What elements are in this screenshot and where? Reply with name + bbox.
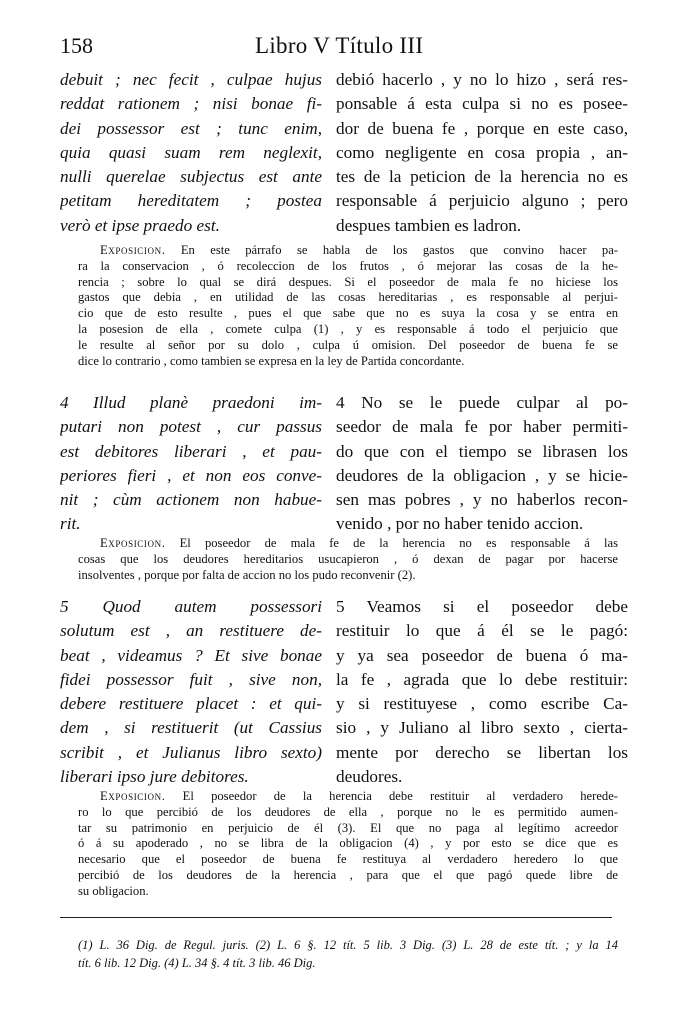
spanish-line: y si restituyese , como escribe Ca-: [336, 694, 628, 714]
exposicion-line: tar su patrimonio en perjuicio de él (3). El que no paga al legítimo acreedor: [78, 820, 618, 835]
latin-line: quia quasi suam rem neglexit,: [60, 142, 322, 162]
latin-line: putari non potest , cur passus: [60, 417, 322, 437]
latin-line: debuit ; nec fecit , culpae hujus: [60, 70, 322, 89]
latin-column: [60, 595, 322, 789]
spanish-line: responsable á perjuicio alguno ; pero: [336, 191, 628, 211]
exposicion-line: dice lo contrario , como tambien se expresa en la ley de Partida concordante.: [78, 353, 465, 368]
latin-line: petitam hereditatem ; postea: [60, 191, 322, 211]
spanish-column: [336, 595, 628, 789]
exposicion-line: insolventes , porque por falta de accion no los pudo reconvenir (2).: [78, 567, 416, 582]
latin-line: debere restituere placet : et qui-: [60, 694, 322, 714]
latin-line: dei possessor est ; tunc enim,: [60, 118, 322, 138]
latin-line: solutum est , an restituere de-: [60, 621, 322, 641]
exposicion-1: [78, 243, 618, 369]
latin-line: rit.: [60, 514, 81, 534]
exposicion-line: cio que de esto resulte , pues el que sabe que no es suya la cosa y se entra en: [78, 306, 618, 321]
spanish-line: sio , y Juliano al libro sexto , cierta-: [336, 718, 628, 738]
latin-line: periores fieri , et non eos conve-: [60, 465, 322, 485]
exposicion-text: El poseedor de mala fe de la herencia no es responsable á las: [179, 536, 618, 550]
latin-line: dem , si restituerit (ut Cassius: [60, 718, 322, 738]
exposicion-line: ra la conservacion , ó recoleccion de los frutos , ó mejorar las cosas de la he-: [78, 258, 618, 273]
exposicion-line: necesario que el poseedor de buena fe restituya al verdadero heredero lo que: [78, 852, 618, 867]
page-header: [60, 33, 620, 63]
spanish-line: debió hacerlo , y no lo hizo , será res-: [336, 70, 628, 89]
latin-line: beat , videamus ? Et sive bonae: [60, 645, 322, 665]
spanish-line: deudores.: [336, 767, 403, 787]
spanish-line: deudores de la obligacion , y se hicie-: [336, 465, 628, 485]
spanish-line: do que con el tiempo se librasen los: [336, 441, 628, 461]
exposicion-label: Exposicion.: [100, 243, 166, 257]
exposicion-line: rencia ; sobre lo qual se dirá despues. Si el poseedor de mala fe no hiciese los: [78, 274, 618, 289]
spanish-line: venido , por no haber tenido accion.: [336, 514, 584, 534]
latin-line: est debitores liberari , et pau-: [60, 441, 322, 461]
exposicion-3: [78, 789, 618, 900]
latin-line: 4 Illud planè praedoni im-: [60, 393, 322, 412]
footnotes: [78, 936, 618, 972]
spanish-line: dor de buena fe , porque en este caso,: [336, 118, 628, 138]
exposicion-line: la posesion de ella , comete culpa (1) , y es responsable á todo el perjuicio que: [78, 321, 618, 336]
paragraph-pair-1: [60, 68, 628, 240]
footnote-rule: [60, 917, 612, 918]
spanish-column: [336, 391, 628, 537]
spanish-line: 5 Veamos si el poseedor debe: [336, 597, 628, 616]
latin-line: liberari ipso jure debitores.: [60, 767, 249, 787]
spanish-line: despues tambien es ladron.: [336, 215, 522, 235]
latin-line: scribit , et Julianus libro sexto): [60, 742, 322, 762]
exposicion-line: ro lo que percibió de los deudores de ella , porque no le es permitido aumen-: [78, 804, 618, 819]
exposicion-label: Exposicion.: [100, 536, 166, 550]
exposicion-2: [78, 536, 618, 583]
spanish-line: mente por derecho se libertan los: [336, 742, 628, 762]
spanish-line: la fe , agrada que lo debe restituir:: [336, 669, 628, 689]
latin-line: fidei possessor fuit , sive non,: [60, 669, 322, 689]
spanish-line: como negligente en cosa propia , an-: [336, 142, 628, 162]
footnote-line: (1) L. 36 Dig. de Regul. juris. (2) L. 6 §. 12 tít. 5 lib. 3 Dig. (3) L. 28 de este tít. ; y la 14: [78, 938, 618, 952]
latin-line: nulli querelae subjectus est ante: [60, 167, 322, 187]
spanish-line: seedor de mala fe por haber permiti-: [336, 417, 628, 437]
exposicion-line: su obligacion.: [78, 883, 149, 898]
exposicion-label: Exposicion.: [100, 789, 166, 803]
spanish-column: [336, 68, 628, 238]
exposicion-text: El poseedor de la herencia debe restituir al verdadero herede-: [182, 789, 618, 803]
exposicion-line: le resulte al señor por su dolo , culpa ú omision. Del poseedor de buena fe se: [78, 337, 618, 352]
spanish-line: sen mas pobres , y no haberlos recon-: [336, 490, 628, 510]
exposicion-line: percibió de los deudores de la herencia , para que el que pagó quede libre de: [78, 867, 618, 882]
latin-column: [60, 391, 322, 537]
spanish-line: restituir lo que á él se le pagó:: [336, 621, 628, 641]
spanish-line: tes de la peticion de la herencia no es: [336, 167, 628, 187]
exposicion-line: cosas que los deudores hereditarios usucapieron , ó dexan de pagar por hacerse: [78, 551, 618, 566]
latin-column: [60, 68, 322, 238]
latin-line: 5 Quod autem possessori: [60, 597, 322, 616]
exposicion-text: En este párrafo se habla de los gastos que convino hacer pa-: [180, 243, 618, 257]
running-head: Libro V Título III: [255, 33, 424, 58]
page-number: 158: [60, 33, 93, 58]
latin-line: reddat rationem ; nisi bonae fi-: [60, 94, 322, 114]
exposicion-line: gastos que debia , en utilidad de las cosas hereditarias , es responsable al perjui-: [78, 290, 618, 305]
spanish-line: 4 No se le puede culpar al po-: [336, 393, 628, 412]
paragraph-pair-4: [60, 391, 628, 539]
paragraph-pair-5: [60, 595, 628, 791]
latin-line: nit ; cùm actionem non habue-: [60, 490, 322, 510]
latin-line: verò et ipse praedo est.: [60, 215, 220, 235]
spanish-line: ponsable á esta culpa si no es posee-: [336, 94, 628, 114]
exposicion-line: ó á su apoderado , no se libra de la obligacion (4) , y por esto se dice que es: [78, 836, 618, 851]
spanish-line: y ya sea poseedor de buena ó ma-: [336, 645, 628, 665]
footnote-line: tít. 6 lib. 12 Dig. (4) L. 34 §. 4 tít. 3 lib. 46 Dig.: [78, 956, 316, 970]
